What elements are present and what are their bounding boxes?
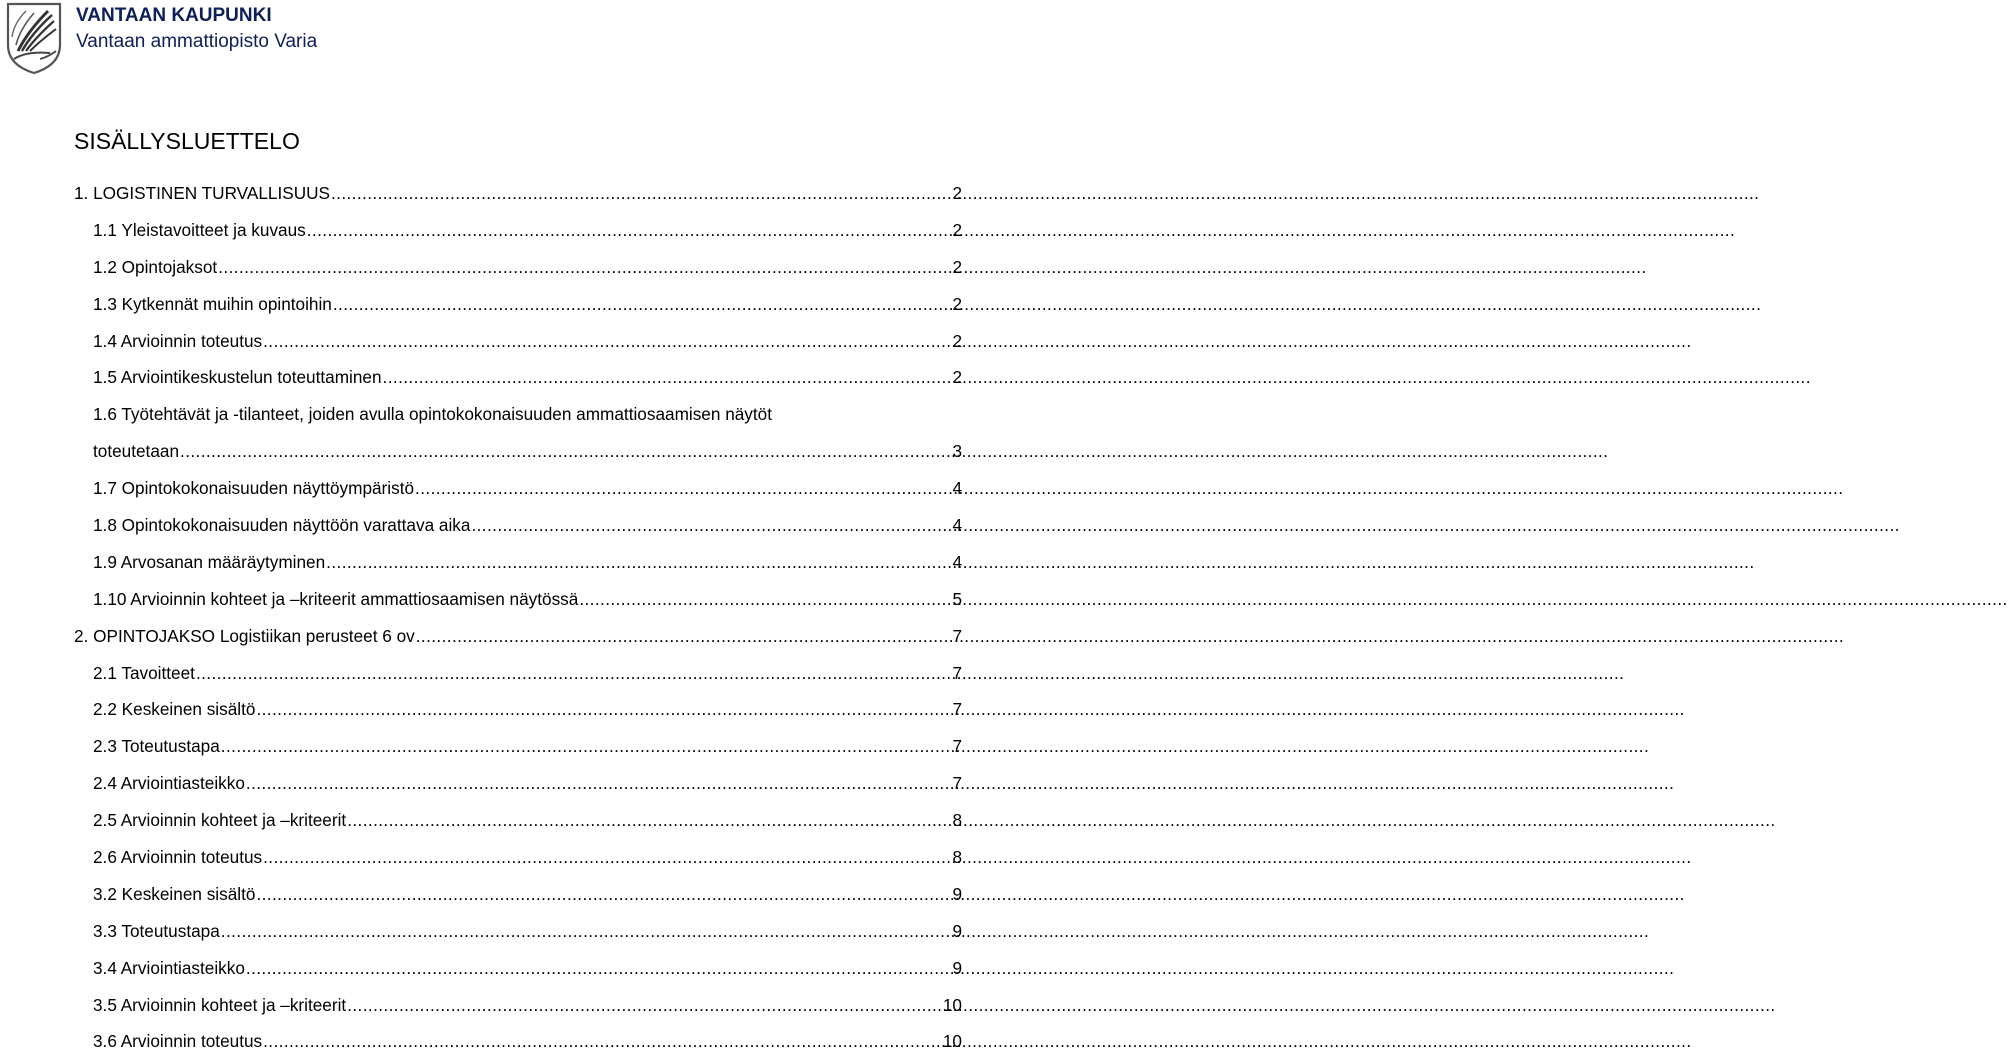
unit-name: Vantaan ammattiopisto Varia — [76, 31, 318, 52]
toc-entry[interactable] — [0, 250, 960, 287]
toc-leader-dots — [221, 920, 952, 942]
toc-page-number: 10 — [942, 1031, 962, 1052]
toc-entry-text: 2.6 Arvioinnin toteutus — [93, 847, 263, 868]
toc-page-number: 5 — [952, 588, 962, 609]
toc-title: SISÄLLYSLUETTELO — [74, 128, 300, 154]
toc-entry-text: 2.5 Arvioinnin kohteet ja –kriteerit — [93, 810, 347, 831]
toc-leader-dots — [180, 440, 951, 462]
toc-page-number: 4 — [952, 515, 962, 536]
toc-entry[interactable] — [0, 656, 960, 693]
toc-entry-text: 1.7 Opintokokonaisuuden näyttöympäristö — [93, 478, 415, 499]
toc-entry-text: 3.3 Toteutustapa — [93, 920, 220, 941]
toc-page-number: 2 — [952, 293, 962, 314]
toc-entry-text: 3.2 Keskeinen sisältö — [93, 883, 256, 904]
toc-page-number: 2 — [952, 219, 962, 240]
vantaa-coat-of-arms-icon — [4, 1, 64, 75]
toc-leader-dots — [333, 293, 952, 315]
toc-leader-dots — [416, 625, 952, 647]
toc-leader-dots — [326, 551, 951, 573]
toc-leader-dots — [331, 182, 951, 204]
toc-entry-text: 1.6 Työtehtävät ja -tilanteet, joiden avulla opintokokonaisuuden ammattiosaamisen näytöt — [93, 404, 773, 425]
toc-leader-dots — [221, 735, 952, 757]
toc-leader-dots — [471, 514, 951, 536]
toc-entry[interactable] — [0, 877, 960, 914]
toc-leader-dots — [415, 477, 951, 499]
toc-leader-dots — [263, 330, 951, 352]
toc-entry[interactable] — [0, 360, 960, 397]
toc-entry[interactable] — [0, 471, 960, 508]
toc-entry[interactable] — [0, 582, 960, 619]
toc-page-number: 2 — [952, 330, 962, 351]
toc-entry-text: 1.10 Arvioinnin kohteet ja –kriteerit ammattiosaamisen näytössä — [93, 588, 579, 609]
toc-entry-text: 3.5 Arvioinnin kohteet ja –kriteerit — [93, 994, 347, 1015]
toc-leader-dots — [307, 219, 952, 241]
toc-entry-text: 1.2 Opintojaksot — [93, 256, 218, 277]
toc-leader-dots — [579, 588, 951, 610]
toc-entry[interactable] — [0, 287, 960, 324]
toc-entry[interactable] — [0, 176, 960, 213]
toc-page-number: 4 — [952, 551, 962, 572]
toc-entry-text: 1.1 Yleistavoitteet ja kuvaus — [93, 219, 306, 240]
toc-page-number: 7 — [952, 662, 962, 683]
toc-page-number: 8 — [952, 847, 962, 868]
toc-entry[interactable] — [0, 508, 960, 545]
toc-entry[interactable] — [0, 988, 960, 1025]
toc-entry[interactable] — [0, 766, 960, 803]
toc-entry[interactable] — [0, 213, 960, 250]
toc-entry[interactable] — [0, 692, 960, 729]
toc-page-number: 8 — [952, 810, 962, 831]
toc-leader-dots — [196, 662, 952, 684]
toc-entry-text: toteutetaan — [93, 441, 180, 462]
toc-entry[interactable] — [0, 1024, 960, 1061]
toc-entry[interactable] — [0, 324, 960, 361]
toc-leader-dots — [218, 256, 951, 278]
toc-entry-text: 2.2 Keskeinen sisältö — [93, 699, 256, 720]
toc-page-number: 2 — [952, 367, 962, 388]
toc-page-number: 10 — [942, 994, 962, 1015]
toc-leader-dots — [263, 846, 951, 868]
toc-entry[interactable] — [0, 619, 960, 656]
toc-page-number: 7 — [952, 625, 962, 646]
organization-name: VANTAAN KAUPUNKI — [76, 5, 272, 26]
toc-entry-text: 1.3 Kytkennät muihin opintoihin — [93, 293, 332, 314]
toc-entry[interactable] — [0, 951, 960, 988]
toc-leader-dots — [347, 809, 951, 831]
toc-page-number: 7 — [952, 736, 962, 757]
toc-leader-dots — [256, 883, 951, 905]
toc-entry[interactable] — [0, 840, 960, 877]
toc-entry[interactable] — [0, 545, 960, 582]
toc-page-number: 9 — [952, 883, 962, 904]
toc-page-number: 7 — [952, 773, 962, 794]
toc-page-number: 2 — [952, 183, 962, 203]
toc-page-number: 4 — [952, 478, 962, 499]
toc-entry[interactable] — [0, 434, 960, 471]
toc-entry-text: 1.5 Arviointikeskustelun toteuttaminen — [93, 367, 382, 388]
document-header — [0, 0, 960, 80]
toc-entry[interactable] — [0, 803, 960, 840]
toc-page-number: 7 — [952, 699, 962, 720]
toc-page-number: 3 — [952, 441, 962, 462]
toc-leader-dots — [246, 957, 952, 979]
toc-leader-dots — [246, 772, 952, 794]
toc-entry-text: 1.8 Opintokokonaisuuden näyttöön varattava aika — [93, 515, 471, 536]
toc-entry-text: 1.9 Arvosanan määräytyminen — [93, 551, 326, 572]
table-of-contents — [0, 176, 960, 1061]
toc-entry-text: 2.3 Toteutustapa — [93, 736, 220, 757]
toc-leader-dots — [263, 1030, 942, 1052]
toc-entry-text: 2. OPINTOJAKSO Logistiikan perusteet 6 ov — [74, 625, 415, 646]
toc-entry-text: 2.4 Arviointiasteikko — [93, 773, 245, 794]
toc-page-number: 9 — [952, 957, 962, 978]
toc-entry[interactable] — [0, 914, 960, 951]
toc-entry-text: 1. LOGISTINEN TURVALLISUUS — [74, 183, 330, 203]
toc-leader-dots — [347, 994, 942, 1016]
toc-page-number: 2 — [952, 256, 962, 277]
toc-page-number: 9 — [952, 920, 962, 941]
toc-entry[interactable] — [0, 397, 960, 434]
toc-entry-text: 3.6 Arvioinnin toteutus — [93, 1031, 263, 1052]
toc-entry-text: 3.4 Arviointiasteikko — [93, 957, 245, 978]
toc-entry-text: 2.1 Tavoitteet — [93, 662, 195, 683]
toc-entry-text: 1.4 Arvioinnin toteutus — [93, 330, 263, 351]
toc-entry[interactable] — [0, 729, 960, 766]
toc-leader-dots — [256, 698, 951, 720]
toc-leader-dots — [383, 366, 952, 388]
